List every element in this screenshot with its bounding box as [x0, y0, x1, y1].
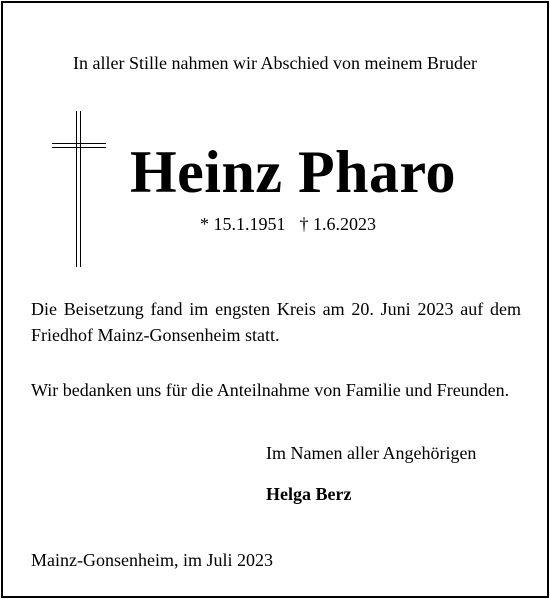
place-date: Mainz-Gonsenheim, im Juli 2023: [31, 550, 273, 570]
deceased-name: Heinz Pharo: [130, 139, 457, 205]
intro-text: In aller Stille nahmen wir Abschied von meinem Bruder: [73, 53, 477, 73]
thanks-paragraph: Wir bedanken uns für die Anteilnahme von Familie und Freunden.: [31, 380, 510, 400]
signature-line: Im Namen aller Angehörigen: [266, 443, 477, 463]
death-date: † 1.6.2023: [299, 214, 376, 234]
burial-paragraph: Die Beisetzung fand im engsten Kreis am 20. Juni 2023 auf dem Friedhof Mainz-Gonsenheim statt.: [31, 299, 521, 345]
cross-icon: [52, 111, 106, 267]
life-dates: [200, 214, 376, 235]
signature-name: Helga Berz: [266, 484, 352, 504]
birth-date: * 15.1.1951: [200, 214, 286, 234]
